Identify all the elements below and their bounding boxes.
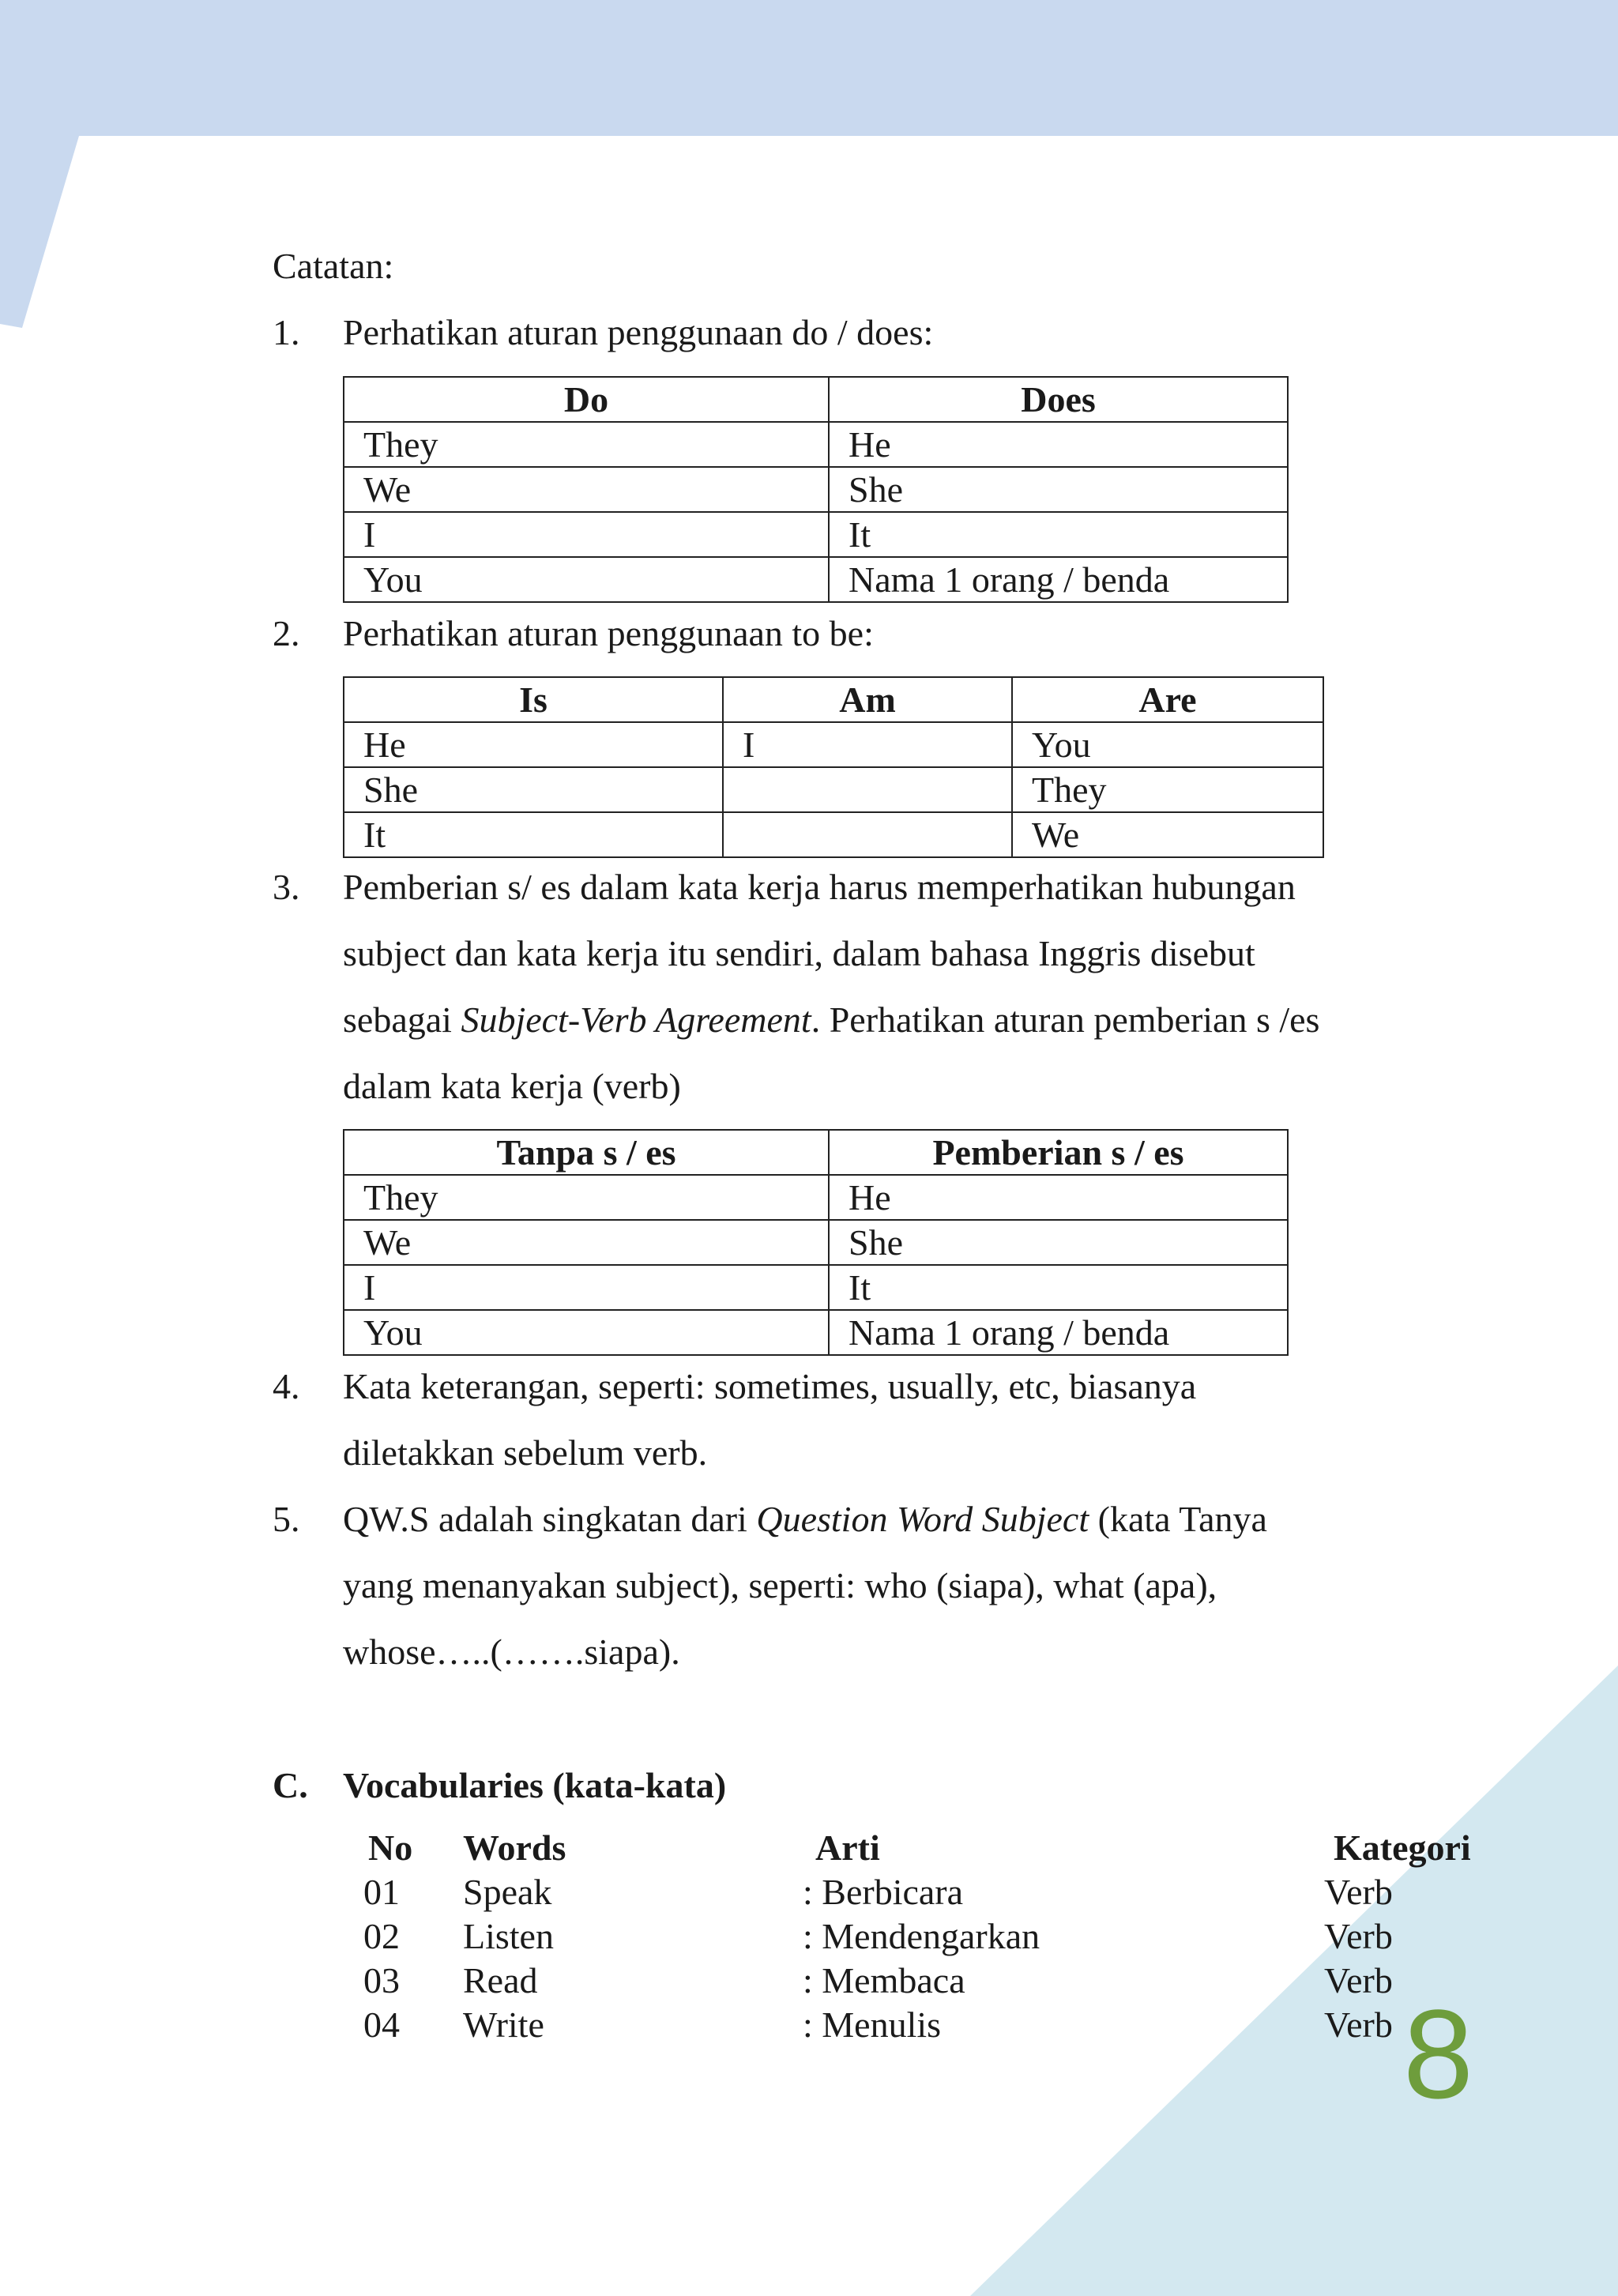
item-4-number: 4. — [273, 1366, 300, 1406]
vocab-row — [363, 1914, 1564, 1959]
item-4-line-1: Kata keterangan, seperti: sometimes, usually, etc, biasanya — [343, 1366, 1197, 1406]
top-band-shape — [0, 0, 1618, 328]
item-2-number: 2. — [273, 613, 300, 653]
table-cell: You — [344, 1310, 829, 1355]
item-5-line-1-post: (kata Tanya — [1089, 1499, 1267, 1539]
vocab-header-words: Words — [463, 1827, 566, 1868]
do-does-table — [343, 376, 1289, 603]
vocab-no: 01 — [363, 1872, 400, 1912]
item-3-line-4: dalam kata kerja (verb) — [343, 1066, 681, 1106]
vocab-arti: : Menulis — [803, 2004, 942, 2045]
table-row — [344, 1310, 1288, 1355]
table-cell: You — [344, 557, 829, 602]
vocab-row — [363, 1959, 1564, 2003]
table-cell: Nama 1 orang / benda — [829, 1310, 1288, 1355]
table-header-row — [344, 1130, 1288, 1175]
item-3-line-3-post: . Perhatikan aturan pemberian s /es — [811, 999, 1320, 1040]
header-does: Does — [829, 377, 1288, 422]
vocab-no: 02 — [363, 1916, 400, 1956]
vocab-row — [363, 1870, 1564, 1914]
table-cell: It — [344, 812, 723, 857]
vocab-arti: : Berbicara — [803, 1872, 964, 1912]
item-5-line-1 — [343, 1501, 1267, 1538]
item-3-line-1: Pemberian s/ es dalam kata kerja harus memperhatikan hubungan — [343, 867, 1296, 907]
vocabulary-list — [363, 1826, 1564, 2047]
vocab-no: 04 — [363, 2004, 400, 2045]
item-3-line-3-pre: sebagai — [343, 999, 461, 1040]
table-row — [344, 422, 1288, 467]
table-cell: It — [829, 1265, 1288, 1310]
table-row — [344, 812, 1323, 857]
vocab-kategori: Verb — [1324, 2004, 1393, 2045]
vocab-kategori: Verb — [1324, 1872, 1393, 1912]
section-c-title: Vocabularies (kata-kata) — [343, 1765, 727, 1805]
header-do: Do — [344, 377, 829, 422]
table-cell: We — [344, 1220, 829, 1265]
vocab-header-kategori: Kategori — [1334, 1827, 1471, 1868]
table-row — [344, 467, 1288, 512]
item-5-line-3: whose…..(…….siapa). — [343, 1632, 680, 1672]
table-row — [344, 767, 1323, 812]
vocab-word: Write — [463, 2004, 544, 2045]
item-3-line-2: subject dan kata kerja itu sendiri, dalam bahasa Inggris disebut — [343, 933, 1255, 973]
header-is: Is — [344, 677, 723, 722]
catatan-heading: Catatan: — [273, 246, 394, 286]
s-es-table — [343, 1129, 1289, 1356]
table-cell: They — [344, 1175, 829, 1220]
header-are: Are — [1012, 677, 1323, 722]
table-cell: She — [829, 467, 1288, 512]
table-cell: She — [829, 1220, 1288, 1265]
table-cell: He — [344, 722, 723, 767]
vocab-row — [363, 2003, 1564, 2047]
header-pemberian: Pemberian s / es — [829, 1130, 1288, 1175]
table-cell: I — [723, 722, 1012, 767]
header-tanpa: Tanpa s / es — [344, 1130, 829, 1175]
to-be-table — [343, 676, 1324, 858]
vocab-word: Speak — [463, 1872, 552, 1912]
table-cell: She — [344, 767, 723, 812]
table-cell — [723, 812, 1012, 857]
table-row — [344, 557, 1288, 602]
table-row — [344, 1175, 1288, 1220]
vocab-word: Read — [463, 1960, 538, 2001]
item-2-text: Perhatikan aturan penggunaan to be: — [343, 613, 874, 653]
table-cell: I — [344, 512, 829, 557]
table-row — [344, 722, 1323, 767]
item-5-italic-term: Question Word Subject — [756, 1499, 1089, 1539]
table-cell: He — [829, 422, 1288, 467]
header-am: Am — [723, 677, 1012, 722]
section-c-letter: C. — [273, 1765, 308, 1805]
table-row — [344, 1220, 1288, 1265]
item-5-line-1-pre: QW.S adalah singkatan dari — [343, 1499, 757, 1539]
table-header-row — [344, 377, 1288, 422]
vocab-header-arti: Arti — [815, 1827, 880, 1868]
table-cell: They — [1012, 767, 1323, 812]
table-cell: We — [344, 467, 829, 512]
table-cell: I — [344, 1265, 829, 1310]
table-cell: They — [344, 422, 829, 467]
table-cell: You — [1012, 722, 1323, 767]
vocab-no: 03 — [363, 1960, 400, 2001]
table-header-row — [344, 677, 1323, 722]
vocab-header-row — [363, 1826, 1564, 1870]
vocab-kategori: Verb — [1324, 1916, 1393, 1956]
item-5-line-2: yang menanyakan subject), seperti: who (siapa), what (apa), — [343, 1565, 1217, 1605]
vocab-kategori: Verb — [1324, 1960, 1393, 2001]
table-row — [344, 512, 1288, 557]
page-number: 8 — [1403, 1983, 1473, 2125]
table-cell: We — [1012, 812, 1323, 857]
item-3-line-3 — [343, 999, 1320, 1040]
table-row — [344, 1265, 1288, 1310]
item-5-number: 5. — [273, 1499, 300, 1539]
item-1-number: 1. — [273, 312, 300, 352]
table-cell: He — [829, 1175, 1288, 1220]
table-cell — [723, 767, 1012, 812]
vocab-header-no: No — [368, 1827, 413, 1868]
item-3-number: 3. — [273, 867, 300, 907]
item-1-text: Perhatikan aturan penggunaan do / does: — [343, 312, 934, 352]
table-cell: Nama 1 orang / benda — [829, 557, 1288, 602]
table-cell: It — [829, 512, 1288, 557]
vocab-word: Listen — [463, 1916, 554, 1956]
item-3-italic-term: Subject-Verb Agreement — [461, 999, 811, 1040]
item-4-line-2: diletakkan sebelum verb. — [343, 1432, 708, 1473]
vocab-arti: : Mendengarkan — [803, 1916, 1040, 1956]
vocab-arti: : Membaca — [803, 1960, 965, 2001]
